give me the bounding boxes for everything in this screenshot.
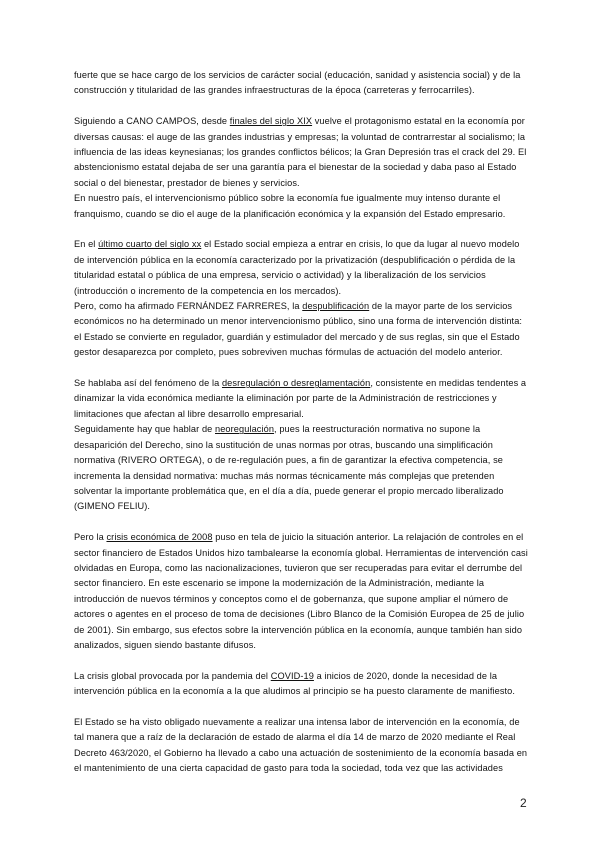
page-number: 2 [520,796,527,810]
text-run: Siguiendo a CANO CAMPOS, desde [74,116,230,127]
paragraph-1 [74,68,529,99]
text-run: , pues la reestructuración normativa no supone la desaparición del Derecho, sino la sustitución de unas normas por otras, buscando una simplificación normativa (RIVERO ORTEGA), o de re-regulación pues, a fin de garantizar la efectiva competencia, se incrementa la densidad normativa: muchas más normas técnicamente más complejas que pretenden solventar la importante problemática que, en el día a día, puede generar el propio mercado liberalizado (GIMENO FELIU). [74,424,504,512]
underlined-term: despublificación [302,301,370,312]
text-run: Pero la [74,532,107,543]
text-run: el Estado social empieza a entrar en crisis, lo que da lugar al nuevo modelo de intervención pública en la economía caracterizado por la privatización (despublificación o pérdida de la titularidad estatal o pública de una empresa, servicio o actividad) y la liberalización de los servicios (introducción o incremento de la competencia en los mercados). [74,239,520,296]
underlined-term: neoregulación [215,424,275,435]
text-run: En el [74,239,99,250]
paragraph-6 [74,376,529,422]
paragraph-10 [74,715,529,777]
paragraph-gap [74,222,529,237]
paragraph-gap [74,99,529,114]
text-run: de la mayor parte de los servicios económicos no ha determinado un menor intervencionismo público, sino una forma de intervención distinta: el Estado se convierte en regulador, guardián y estimulador del mercado y de sus reglas, sin que el Estado gestor desaparezca por completo, pues sobreviven muchas fórmulas de actuación del modelo anterior. [74,301,523,358]
text-run: vuelve el protagonismo estatal en la economía por diversas causas: el auge de las grandes industrias y empresas; la voluntad de contrarrestar al socialismo; la influencia de las ideas keynesianas; los grandes conflictos bélicos; la Gran Depresión tras el crack del 29. El abstencionismo estatal dejaba de ser una garantía para el bienestar de la sociedad y daba paso al Estado social o del bienestar, prestador de bienes y servicios. [74,116,527,188]
underlined-term: último cuarto del siglo xx [98,239,202,250]
text-run: La crisis global provocada por la pandemia del [74,670,271,681]
paragraph-7 [74,422,529,514]
paragraph-gap [74,700,529,715]
paragraph-9 [74,669,529,700]
text-run: Se hablaba así del fenómeno de la [74,378,222,389]
text-run: Pero, como ha afirmado FERNÁNDEZ FARRERES, la [74,301,303,312]
text-run: En nuestro país, el intervencionismo público sobre la economía fue igualmente muy intenso durante el franquismo, cuando se dio el auge de la planificación económica y la expansión del Estado empresario. [74,193,506,219]
paragraph-4 [74,237,529,299]
paragraph-8 [74,530,529,653]
text-run: fuerte que se hace cargo de los servicios de carácter social (educación, sanidad y asistencia social) y de la construcción y titularidad de las grandes infraestructuras de la época (carreteras y ferrocarriles). [74,70,521,96]
paragraph-gap [74,361,529,376]
text-run: El Estado se ha visto obligado nuevamente a realizar una intensa labor de intervención en la economía, de tal manera que a raíz de la declaración de estado de alarma el día 14 de marzo de 2020 mediante el Real Decreto 463/2020, el Gobierno ha llevado a cabo una actuación de sostenimiento de la economía basada en el mantenimiento de una cierta capacidad de gasto para toda la sociedad, toda vez que las actividades [74,716,528,774]
underlined-term: COVID-19 [270,670,314,681]
text-run: a inicios de 2020, donde la necesidad de la intervención pública en la economía a la que aludimos al principio se ha puesto claramente de manifiesto. [74,670,516,697]
paragraph-gap [74,515,529,530]
text-run: puso en tela de juicio la situación anterior. La relajación de controles en el sector financiero de Estados Unidos hizo tambalearse la economía global. Herramientas de intervención casi olvidadas en Europa, como las nacionalizaciones, tuvieron que ser recuperadas para evitar el derrumbe del sector financiero. En este escenario se impone la modernización de la Administración, mediante la introducción de nuevos términos y conceptos como el de gobernanza, que supone ampliar el número de actores o agentes en el proceso de toma de decisiones (Libro Blanco de la Comisión Europea de 25 de julio de 2001). Sin embargo, sus efectos sobre la intervención pública en la economía, aunque también han sido analizados, siguen siendo bastante difusos. [74,532,528,650]
underlined-term: crisis económica de 2008 [106,532,213,543]
paragraph-5 [74,299,529,361]
document-body [74,68,529,777]
paragraph-gap [74,653,529,668]
underlined-term: finales del siglo XIX [229,116,313,127]
paragraph-2 [74,114,529,191]
underlined-term: desregulación o desreglamentación [221,378,371,389]
text-run: , consistente en medidas tendentes a dinamizar la vida económica mediante la eliminación por parte de la Administración de restricciones y limitaciones que afectan al libre desarrollo empresarial. [74,378,527,419]
text-run: Seguidamente hay que hablar de [74,424,216,435]
paragraph-3 [74,191,529,222]
